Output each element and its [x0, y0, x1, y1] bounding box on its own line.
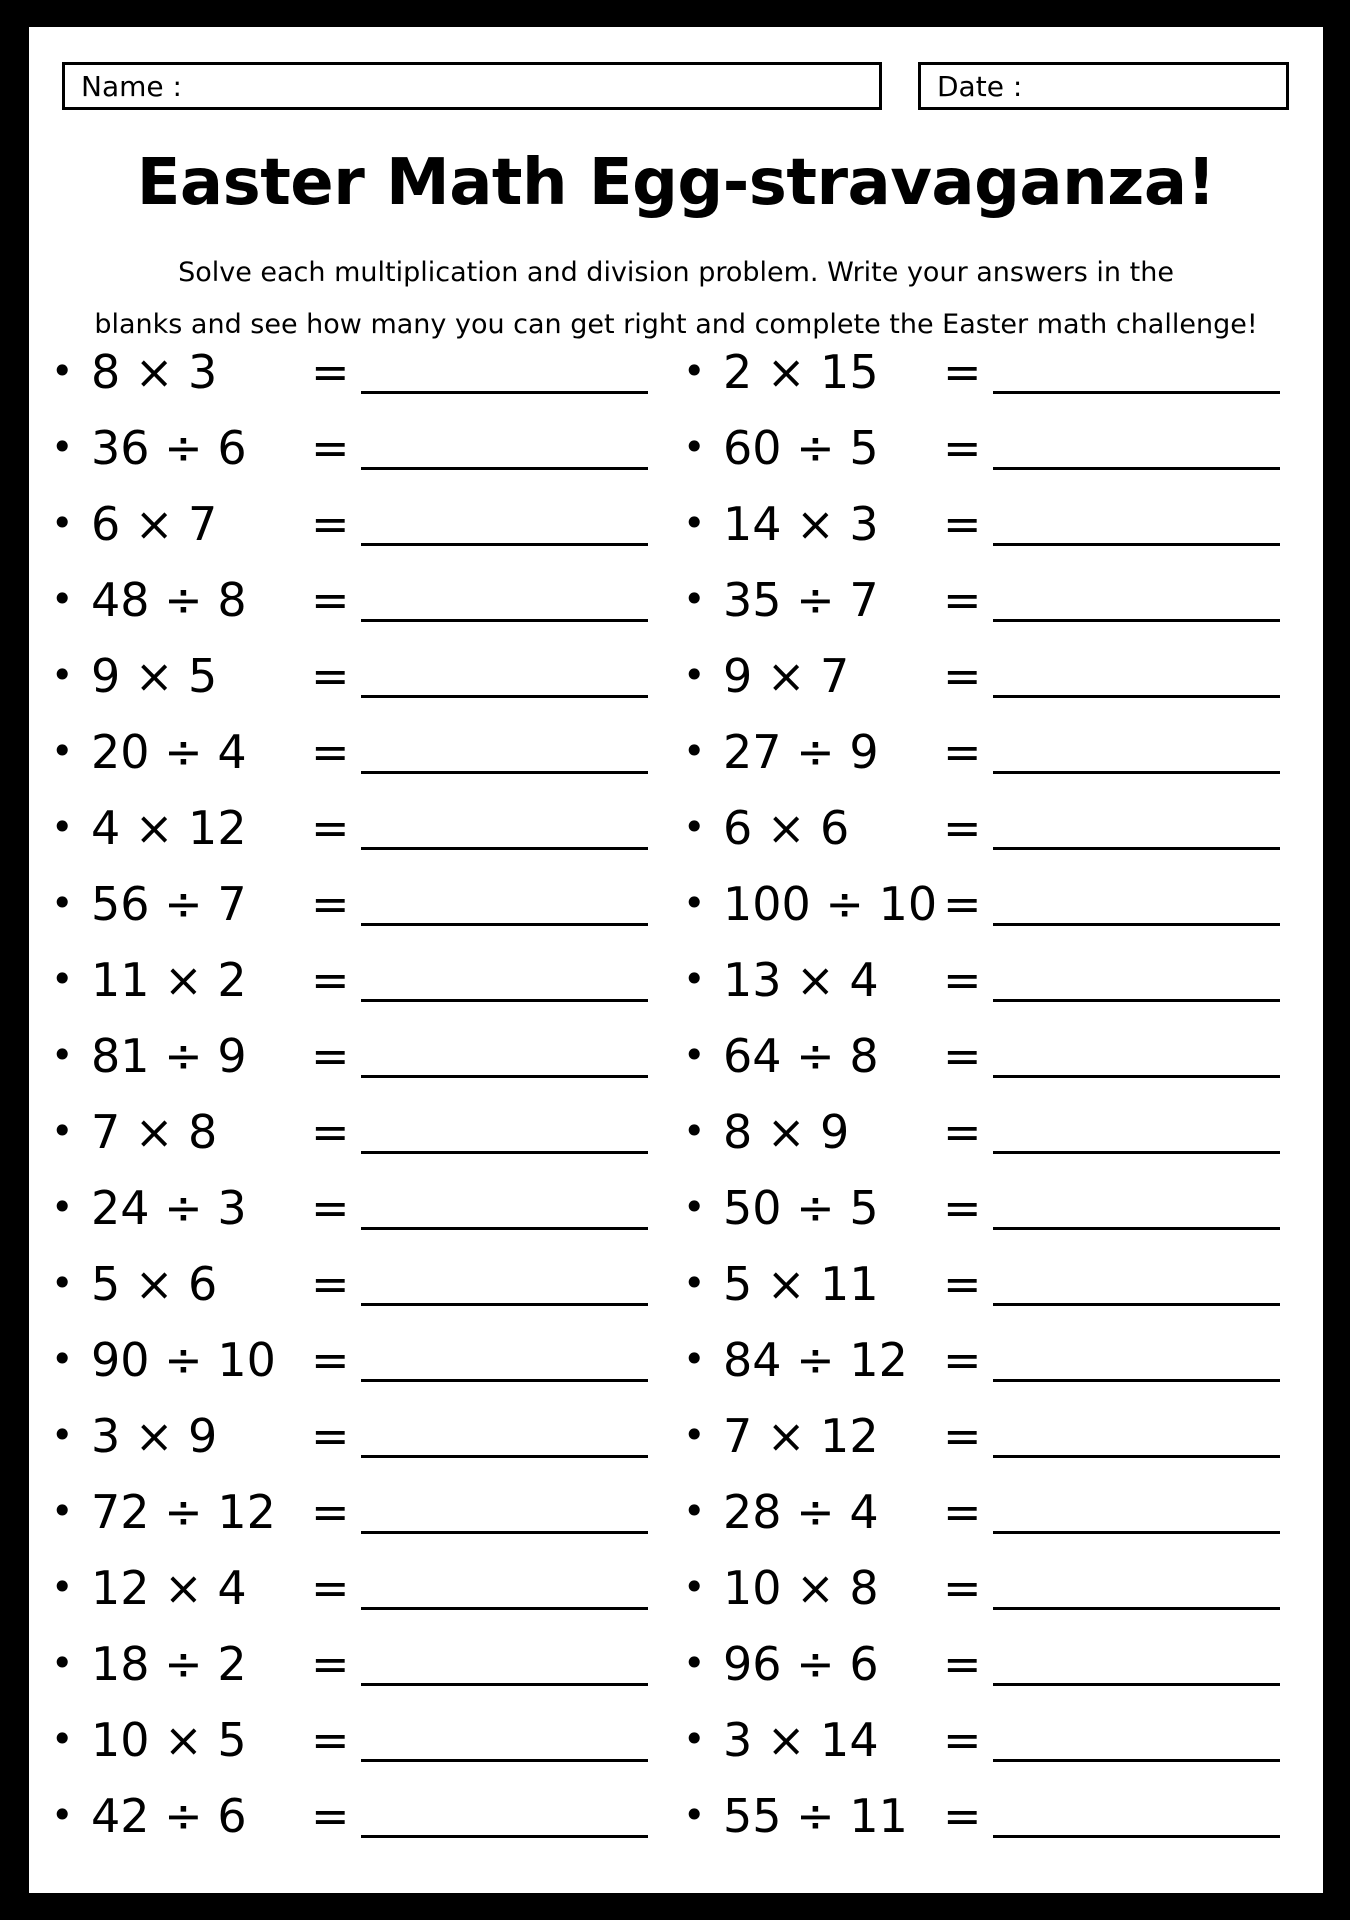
problem-item: [51, 1549, 671, 1625]
problem-expression: 50 ÷ 5: [723, 1181, 879, 1235]
equals-sign: =: [943, 1713, 982, 1767]
problem-item: [51, 1473, 671, 1549]
bullet-icon: •: [683, 425, 706, 469]
bullet-icon: •: [51, 1413, 74, 1457]
equals-sign: =: [311, 421, 350, 475]
problem-item: [51, 865, 671, 941]
equals-sign: =: [311, 1257, 350, 1311]
problem-item: [683, 1549, 1303, 1625]
problem-expression: 90 ÷ 10: [91, 1333, 276, 1387]
equals-sign: =: [943, 1181, 982, 1235]
problem-item: [683, 1777, 1303, 1853]
bullet-icon: •: [51, 653, 74, 697]
equals-sign: =: [943, 573, 982, 627]
bullet-icon: •: [51, 1717, 74, 1761]
equals-sign: =: [311, 1713, 350, 1767]
bullet-icon: •: [683, 729, 706, 773]
answer-blank[interactable]: [361, 1683, 648, 1686]
problem-item: [51, 1321, 671, 1397]
answer-blank[interactable]: [361, 999, 648, 1002]
answer-blank[interactable]: [993, 1075, 1280, 1078]
equals-sign: =: [943, 1333, 982, 1387]
answer-blank[interactable]: [361, 1835, 648, 1838]
problem-expression: 48 ÷ 8: [91, 573, 247, 627]
answer-blank[interactable]: [361, 543, 648, 546]
problem-item: [683, 637, 1303, 713]
bullet-icon: •: [683, 1565, 706, 1609]
problem-item: [683, 789, 1303, 865]
problem-expression: 42 ÷ 6: [91, 1789, 247, 1843]
bullet-icon: •: [683, 1489, 706, 1533]
problem-expression: 4 × 12: [91, 801, 247, 855]
problem-expression: 56 ÷ 7: [91, 877, 247, 931]
answer-blank[interactable]: [993, 619, 1280, 622]
bullet-icon: •: [683, 805, 706, 849]
problem-item: [683, 1321, 1303, 1397]
problem-item: [51, 409, 671, 485]
problem-item: [683, 333, 1303, 409]
equals-sign: =: [943, 1105, 982, 1159]
problem-expression: 11 × 2: [91, 953, 247, 1007]
answer-blank[interactable]: [993, 999, 1280, 1002]
bullet-icon: •: [51, 1109, 74, 1153]
problem-item: [51, 1625, 671, 1701]
bullet-icon: •: [51, 425, 74, 469]
problem-expression: 36 ÷ 6: [91, 421, 247, 475]
problem-item: [683, 1397, 1303, 1473]
problem-item: [51, 1093, 671, 1169]
problem-item: [51, 1701, 671, 1777]
problem-expression: 96 ÷ 6: [723, 1637, 879, 1691]
equals-sign: =: [311, 1789, 350, 1843]
bullet-icon: •: [51, 1261, 74, 1305]
problem-expression: 20 ÷ 4: [91, 725, 247, 779]
problem-item: [51, 1777, 671, 1853]
equals-sign: =: [943, 1637, 982, 1691]
problem-expression: 10 × 8: [723, 1561, 879, 1615]
problem-expression: 100 ÷ 10: [723, 877, 938, 931]
worksheet: [29, 27, 1323, 1893]
bullet-icon: •: [683, 1261, 706, 1305]
problem-item: [683, 941, 1303, 1017]
answer-blank[interactable]: [361, 467, 648, 470]
problem-item: [683, 1093, 1303, 1169]
answer-blank[interactable]: [361, 1151, 648, 1154]
equals-sign: =: [311, 1485, 350, 1539]
equals-sign: =: [943, 497, 982, 551]
worksheet-title: Easter Math Egg-stravaganza!: [136, 146, 1216, 220]
bullet-icon: •: [51, 1185, 74, 1229]
problem-item: [683, 713, 1303, 789]
problem-item: [683, 1701, 1303, 1777]
equals-sign: =: [311, 725, 350, 779]
equals-sign: =: [311, 801, 350, 855]
bullet-icon: •: [51, 1489, 74, 1533]
answer-blank[interactable]: [993, 1303, 1280, 1306]
equals-sign: =: [311, 345, 350, 399]
answer-blank[interactable]: [993, 1607, 1280, 1610]
problem-item: [683, 865, 1303, 941]
bullet-icon: •: [683, 1717, 706, 1761]
problem-item: [683, 1625, 1303, 1701]
answer-blank[interactable]: [993, 847, 1280, 850]
name-label: Name :: [81, 70, 182, 103]
answer-blank[interactable]: [993, 1531, 1280, 1534]
problem-expression: 9 × 5: [91, 649, 218, 703]
bullet-icon: •: [51, 1793, 74, 1837]
date-label: Date :: [937, 70, 1023, 103]
equals-sign: =: [311, 877, 350, 931]
answer-blank[interactable]: [993, 1835, 1280, 1838]
equals-sign: =: [311, 1561, 350, 1615]
answer-blank[interactable]: [993, 1227, 1280, 1230]
answer-blank[interactable]: [361, 1759, 648, 1762]
answer-blank[interactable]: [361, 771, 648, 774]
answer-blank[interactable]: [993, 1455, 1280, 1458]
problem-item: [683, 1473, 1303, 1549]
problem-expression: 5 × 11: [723, 1257, 879, 1311]
instructions-line-2: blanks and see how many you can get right and complete the Easter math challenge!: [94, 309, 1258, 340]
answer-blank[interactable]: [993, 391, 1280, 394]
equals-sign: =: [943, 649, 982, 703]
problem-expression: 3 × 14: [723, 1713, 879, 1767]
problem-expression: 3 × 9: [91, 1409, 218, 1463]
problem-expression: 18 ÷ 2: [91, 1637, 247, 1691]
problem-item: [51, 485, 671, 561]
problem-expression: 7 × 8: [91, 1105, 218, 1159]
bullet-icon: •: [683, 1185, 706, 1229]
problem-expression: 84 ÷ 12: [723, 1333, 908, 1387]
bullet-icon: •: [51, 1337, 74, 1381]
bullet-icon: •: [683, 1793, 706, 1837]
equals-sign: =: [943, 801, 982, 855]
equals-sign: =: [943, 1561, 982, 1615]
equals-sign: =: [311, 573, 350, 627]
problem-expression: 6 × 6: [723, 801, 850, 855]
problem-item: [51, 713, 671, 789]
problem-expression: 64 ÷ 8: [723, 1029, 879, 1083]
answer-blank[interactable]: [361, 1455, 648, 1458]
problem-item: [51, 1245, 671, 1321]
equals-sign: =: [311, 1637, 350, 1691]
bullet-icon: •: [51, 577, 74, 621]
bullet-icon: •: [683, 577, 706, 621]
problem-item: [51, 561, 671, 637]
problem-expression: 9 × 7: [723, 649, 850, 703]
equals-sign: =: [311, 1029, 350, 1083]
answer-blank[interactable]: [993, 1683, 1280, 1686]
bullet-icon: •: [683, 881, 706, 925]
problem-list: [29, 27, 1323, 1893]
answer-blank[interactable]: [993, 467, 1280, 470]
problem-expression: 72 ÷ 12: [91, 1485, 276, 1539]
problem-expression: 28 ÷ 4: [723, 1485, 879, 1539]
answer-blank[interactable]: [361, 1607, 648, 1610]
problem-item: [51, 637, 671, 713]
bullet-icon: •: [683, 1109, 706, 1153]
instructions-line-1: Solve each multiplication and division problem. Write your answers in the: [178, 257, 1174, 288]
problem-expression: 35 ÷ 7: [723, 573, 879, 627]
bullet-icon: •: [683, 1413, 706, 1457]
equals-sign: =: [311, 1333, 350, 1387]
problem-item: [51, 1169, 671, 1245]
problem-item: [683, 561, 1303, 637]
answer-blank[interactable]: [361, 1379, 648, 1382]
bullet-icon: •: [51, 881, 74, 925]
bullet-icon: •: [683, 1337, 706, 1381]
answer-blank[interactable]: [361, 391, 648, 394]
answer-blank[interactable]: [361, 1303, 648, 1306]
problem-expression: 2 × 15: [723, 345, 879, 399]
bullet-icon: •: [51, 1565, 74, 1609]
answer-blank[interactable]: [361, 1531, 648, 1534]
bullet-icon: •: [51, 957, 74, 1001]
equals-sign: =: [943, 725, 982, 779]
bullet-icon: •: [51, 1033, 74, 1077]
problem-expression: 24 ÷ 3: [91, 1181, 247, 1235]
problem-expression: 6 × 7: [91, 497, 218, 551]
problem-expression: 8 × 9: [723, 1105, 850, 1159]
equals-sign: =: [311, 1105, 350, 1159]
bullet-icon: •: [51, 805, 74, 849]
equals-sign: =: [943, 345, 982, 399]
problem-item: [51, 1397, 671, 1473]
answer-blank[interactable]: [993, 695, 1280, 698]
answer-blank[interactable]: [361, 1227, 648, 1230]
answer-blank[interactable]: [993, 1151, 1280, 1154]
bullet-icon: •: [683, 1033, 706, 1077]
equals-sign: =: [311, 953, 350, 1007]
problem-expression: 13 × 4: [723, 953, 879, 1007]
bullet-icon: •: [51, 1641, 74, 1685]
bullet-icon: •: [51, 349, 74, 393]
problem-expression: 7 × 12: [723, 1409, 879, 1463]
answer-blank[interactable]: [361, 847, 648, 850]
problem-expression: 5 × 6: [91, 1257, 218, 1311]
bullet-icon: •: [683, 653, 706, 697]
equals-sign: =: [943, 421, 982, 475]
equals-sign: =: [943, 1029, 982, 1083]
problem-item: [51, 941, 671, 1017]
bullet-icon: •: [683, 501, 706, 545]
answer-blank[interactable]: [993, 1379, 1280, 1382]
equals-sign: =: [311, 1181, 350, 1235]
equals-sign: =: [943, 953, 982, 1007]
bullet-icon: •: [51, 729, 74, 773]
bullet-icon: •: [683, 1641, 706, 1685]
problem-item: [683, 1017, 1303, 1093]
equals-sign: =: [943, 1789, 982, 1843]
problem-item: [683, 485, 1303, 561]
problem-expression: 12 × 4: [91, 1561, 247, 1615]
bullet-icon: •: [683, 349, 706, 393]
problem-item: [51, 1017, 671, 1093]
problem-item: [683, 409, 1303, 485]
answer-blank[interactable]: [993, 1759, 1280, 1762]
equals-sign: =: [943, 877, 982, 931]
problem-expression: 14 × 3: [723, 497, 879, 551]
equals-sign: =: [943, 1257, 982, 1311]
answer-blank[interactable]: [361, 619, 648, 622]
equals-sign: =: [311, 1409, 350, 1463]
answer-blank[interactable]: [993, 771, 1280, 774]
equals-sign: =: [311, 497, 350, 551]
problem-expression: 60 ÷ 5: [723, 421, 879, 475]
problem-expression: 8 × 3: [91, 345, 218, 399]
problem-item: [51, 333, 671, 409]
problem-item: [683, 1245, 1303, 1321]
answer-blank[interactable]: [993, 923, 1280, 926]
equals-sign: =: [943, 1409, 982, 1463]
problem-expression: 10 × 5: [91, 1713, 247, 1767]
bullet-icon: •: [51, 501, 74, 545]
equals-sign: =: [943, 1485, 982, 1539]
equals-sign: =: [311, 649, 350, 703]
problem-expression: 81 ÷ 9: [91, 1029, 247, 1083]
answer-blank[interactable]: [361, 923, 648, 926]
answer-blank[interactable]: [361, 1075, 648, 1078]
answer-blank[interactable]: [361, 695, 648, 698]
problem-expression: 55 ÷ 11: [723, 1789, 908, 1843]
problem-expression: 27 ÷ 9: [723, 725, 879, 779]
problem-item: [683, 1169, 1303, 1245]
problem-item: [51, 789, 671, 865]
bullet-icon: •: [683, 957, 706, 1001]
answer-blank[interactable]: [993, 543, 1280, 546]
